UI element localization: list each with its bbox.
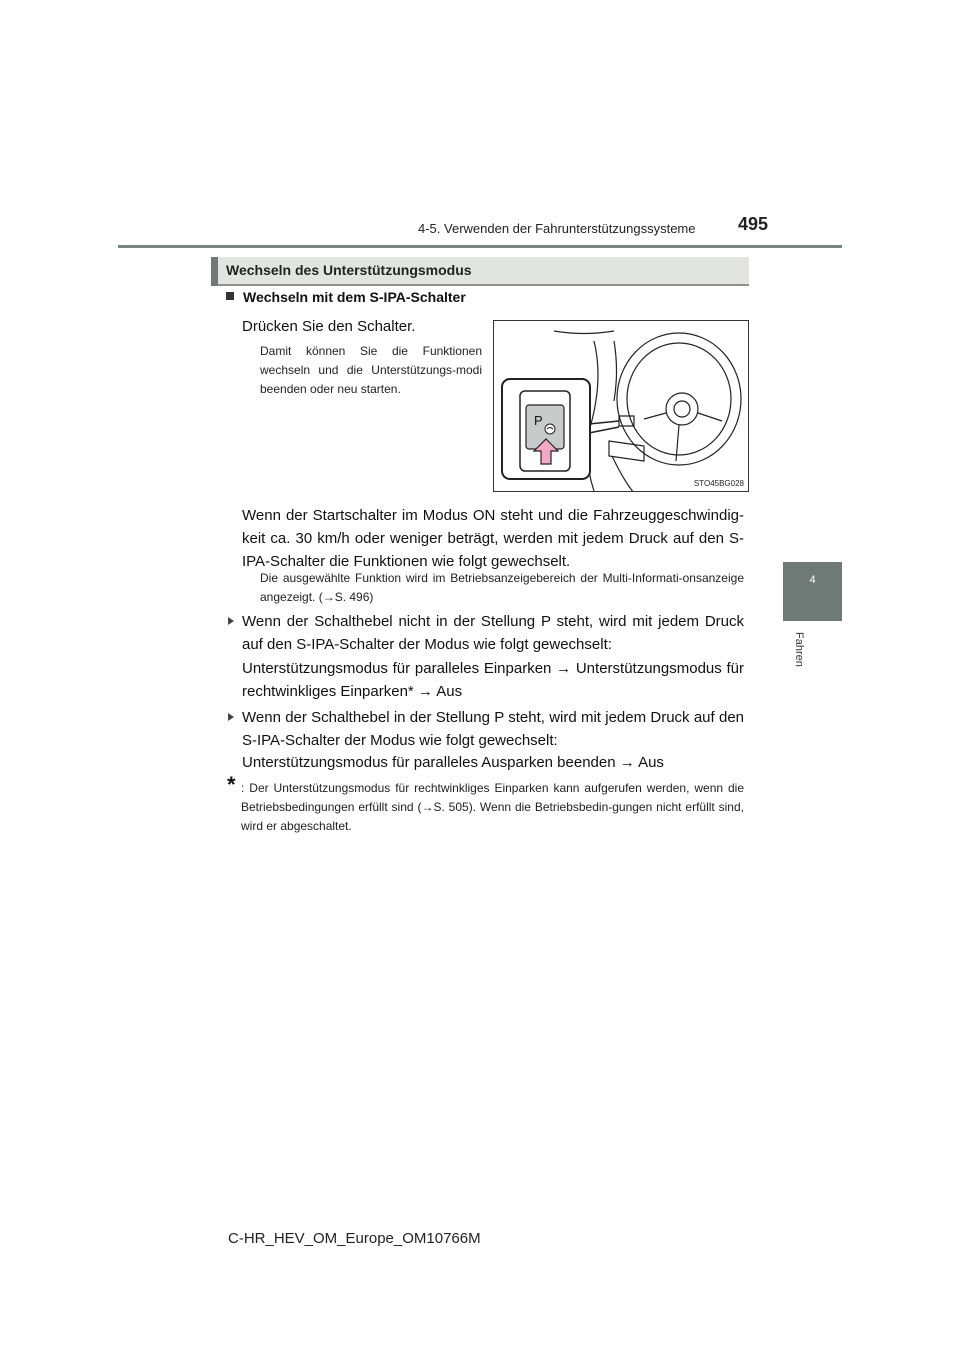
switch-illustration bbox=[493, 320, 749, 492]
footnote-mark: * bbox=[227, 772, 236, 797]
paragraph-main: Wenn der Startschalter im Modus ON steht und die Fahrzeuggeschwindig-keit ca. 30 km/h oder weniger beträgt, werden mit jedem Druck auf den S-IPA-Schalter die Funktionen wie folgt gewechselt. bbox=[242, 507, 744, 570]
header-section-title: 4-5. Verwenden der Fahrunterstützungssysteme bbox=[418, 221, 696, 236]
section-title: Wechseln des Unterstützungsmodus bbox=[226, 262, 472, 278]
footer-document-id: C-HR_HEV_OM_Europe_OM10766M bbox=[228, 1230, 481, 1247]
footnote: : Der Unterstützungsmodus für rechtwinkliges Einparken kann aufgerufen werden, wenn die Betriebsbedingungen erfüllt sind (→S. 505). Wenn die Betriebsbedin-gungen nicht erfüllt sind, wird er abgeschaltet. bbox=[241, 781, 744, 833]
chapter-label: Fahren bbox=[793, 632, 805, 667]
section-bar-accent bbox=[211, 257, 218, 286]
chapter-tab bbox=[783, 562, 842, 621]
bullet-arrow-icon bbox=[228, 713, 234, 721]
square-bullet-icon bbox=[226, 292, 234, 300]
bullet-arrow-icon bbox=[228, 617, 234, 625]
bullet-1-sequence: Unterstützungsmodus für paralleles Einparken → Unterstützungsmodus für rechtwinkliges Einparken* → Aus bbox=[242, 660, 744, 700]
instruction-note: Damit können Sie die Funktionen wechseln und die Unterstützungs-modi beenden oder neu starten. bbox=[260, 344, 482, 396]
subheading: Wechseln mit dem S-IPA-Schalter bbox=[243, 289, 466, 305]
instruction: Drücken Sie den Schalter. bbox=[242, 318, 416, 335]
chapter-number: 4 bbox=[809, 574, 816, 586]
dashboard-drawing bbox=[494, 321, 749, 492]
header-rule bbox=[118, 245, 842, 248]
figure-code: STO45BG028 bbox=[693, 479, 744, 488]
p-button-label: P bbox=[534, 413, 543, 428]
bullet-1-text: Wenn der Schalthebel nicht in der Stellung P steht, wird mit jedem Druck auf den S-IPA-Schalter der Modus wie folgt gewechselt: bbox=[242, 613, 744, 653]
bullet-2-sequence: Unterstützungsmodus für paralleles Ausparken beenden → Aus bbox=[242, 754, 664, 771]
page-number: 495 bbox=[738, 214, 769, 234]
bullet-2-text: Wenn der Schalthebel in der Stellung P steht, wird mit jedem Druck auf den S-IPA-Schalter der Modus wie folgt gewechselt: bbox=[242, 709, 744, 749]
paragraph-main-note: Die ausgewählte Funktion wird im Betriebsanzeigebereich der Multi-Informati-onsanzeige angezeigt. (→S. 496) bbox=[260, 571, 744, 604]
